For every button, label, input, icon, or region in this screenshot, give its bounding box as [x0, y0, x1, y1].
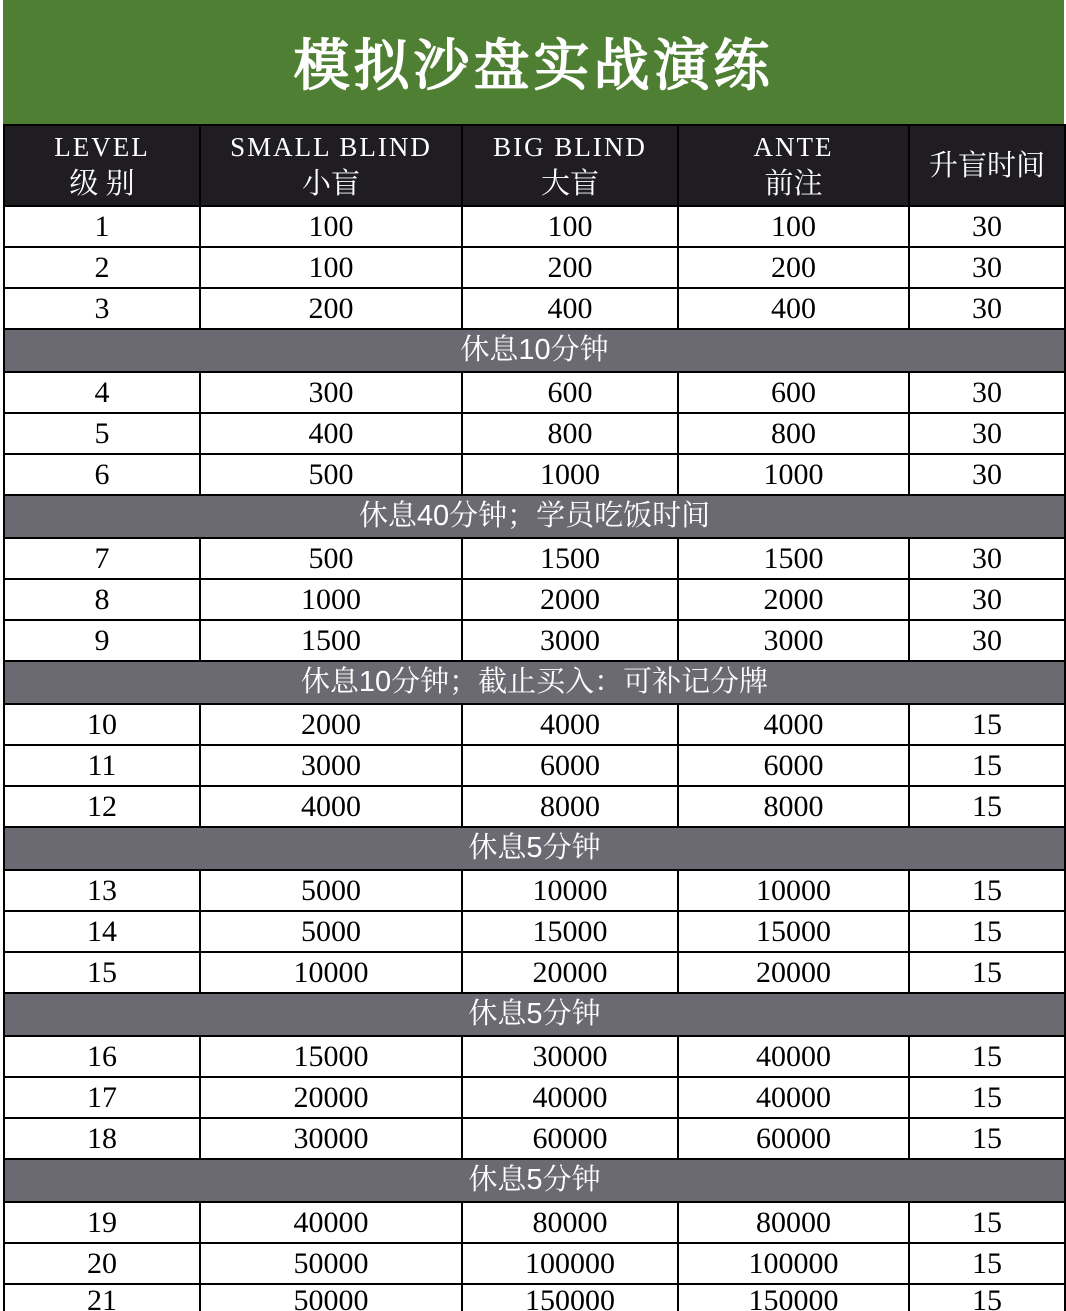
table-row [4, 745, 1065, 786]
cell-small-blind: 100 [200, 206, 462, 247]
cell-small-blind: 200 [200, 288, 462, 329]
cell-big-blind: 1500 [462, 538, 678, 579]
cell-ante: 100000 [678, 1243, 909, 1284]
cell-ante: 80000 [678, 1202, 909, 1243]
cell-level: 5 [4, 413, 200, 454]
cell-duration: 15 [909, 952, 1065, 993]
table-row [4, 372, 1065, 413]
col-header-big-blind-zh: 大盲 [540, 167, 599, 200]
cell-ante: 600 [678, 372, 909, 413]
col-header-big-blind [462, 125, 678, 206]
col-header-level-zh: 级 别 [69, 167, 135, 200]
col-header-big-blind-en: BIG BLIND [493, 131, 647, 162]
cell-duration: 15 [909, 1118, 1065, 1159]
cell-break-label: 休息5分钟 [4, 1159, 1065, 1202]
cell-big-blind: 1000 [462, 454, 678, 495]
table-header [4, 125, 1065, 206]
cell-level: 2 [4, 247, 200, 288]
blind-structure-table [3, 124, 1066, 1311]
cell-small-blind: 500 [200, 454, 462, 495]
cell-small-blind: 100 [200, 247, 462, 288]
col-header-ante [678, 125, 909, 206]
col-header-ante-zh: 前注 [764, 167, 823, 200]
cell-ante: 1000 [678, 454, 909, 495]
cell-duration: 30 [909, 538, 1065, 579]
cell-level: 12 [4, 786, 200, 827]
cell-level: 11 [4, 745, 200, 786]
cell-small-blind: 5000 [200, 911, 462, 952]
table-row [4, 538, 1065, 579]
col-header-small-blind [200, 125, 462, 206]
cell-duration: 15 [909, 1202, 1065, 1243]
table-row [4, 1036, 1065, 1077]
cell-duration: 30 [909, 247, 1065, 288]
cell-ante: 400 [678, 288, 909, 329]
cell-duration: 15 [909, 911, 1065, 952]
cell-big-blind: 15000 [462, 911, 678, 952]
cell-ante: 8000 [678, 786, 909, 827]
cell-duration: 15 [909, 1284, 1065, 1311]
cell-duration: 15 [909, 745, 1065, 786]
cell-level: 6 [4, 454, 200, 495]
cell-small-blind: 50000 [200, 1243, 462, 1284]
table-row [4, 911, 1065, 952]
cell-level: 3 [4, 288, 200, 329]
cell-big-blind: 2000 [462, 579, 678, 620]
cell-level: 16 [4, 1036, 200, 1077]
page-title: 模拟沙盘实战演练 [293, 34, 774, 97]
cell-duration: 30 [909, 454, 1065, 495]
col-header-duration [909, 125, 1065, 206]
cell-ante: 4000 [678, 704, 909, 745]
cell-ante: 40000 [678, 1077, 909, 1118]
cell-big-blind: 150000 [462, 1284, 678, 1311]
cell-duration: 30 [909, 620, 1065, 661]
cell-small-blind: 1000 [200, 579, 462, 620]
cell-ante: 3000 [678, 620, 909, 661]
cell-small-blind: 3000 [200, 745, 462, 786]
break-row [4, 827, 1065, 870]
table-row [4, 413, 1065, 454]
cell-break-label: 休息10分钟 [4, 329, 1065, 372]
cell-big-blind: 10000 [462, 870, 678, 911]
cell-big-blind: 100 [462, 206, 678, 247]
cell-small-blind: 1500 [200, 620, 462, 661]
cell-ante: 100 [678, 206, 909, 247]
cell-small-blind: 500 [200, 538, 462, 579]
table-row [4, 1243, 1065, 1284]
cell-ante: 2000 [678, 579, 909, 620]
cell-small-blind: 50000 [200, 1284, 462, 1311]
table-body [4, 206, 1065, 1311]
cell-big-blind: 100000 [462, 1243, 678, 1284]
cell-big-blind: 200 [462, 247, 678, 288]
cell-big-blind: 20000 [462, 952, 678, 993]
cell-ante: 10000 [678, 870, 909, 911]
cell-level: 15 [4, 952, 200, 993]
cell-big-blind: 80000 [462, 1202, 678, 1243]
break-row [4, 1159, 1065, 1202]
table-row [4, 704, 1065, 745]
cell-big-blind: 600 [462, 372, 678, 413]
cell-small-blind: 5000 [200, 870, 462, 911]
cell-big-blind: 30000 [462, 1036, 678, 1077]
cell-ante: 20000 [678, 952, 909, 993]
cell-level: 13 [4, 870, 200, 911]
table-row [4, 1202, 1065, 1243]
title-bar [3, 0, 1064, 124]
table-row [4, 1284, 1065, 1311]
cell-break-label: 休息40分钟；学员吃饭时间 [4, 495, 1065, 538]
cell-level: 18 [4, 1118, 200, 1159]
table-row [4, 288, 1065, 329]
cell-duration: 30 [909, 579, 1065, 620]
cell-big-blind: 3000 [462, 620, 678, 661]
cell-duration: 15 [909, 870, 1065, 911]
cell-duration: 15 [909, 1243, 1065, 1284]
col-header-level-en: LEVEL [54, 131, 150, 162]
col-header-duration-zh: 升盲时间 [928, 149, 1045, 182]
cell-big-blind: 800 [462, 413, 678, 454]
break-row [4, 661, 1065, 704]
cell-small-blind: 15000 [200, 1036, 462, 1077]
cell-ante: 200 [678, 247, 909, 288]
table-row [4, 579, 1065, 620]
cell-level: 21 [4, 1284, 200, 1311]
break-row [4, 495, 1065, 538]
cell-ante: 60000 [678, 1118, 909, 1159]
cell-ante: 15000 [678, 911, 909, 952]
cell-small-blind: 30000 [200, 1118, 462, 1159]
cell-ante: 150000 [678, 1284, 909, 1311]
cell-ante: 1500 [678, 538, 909, 579]
cell-big-blind: 6000 [462, 745, 678, 786]
table-row [4, 247, 1065, 288]
cell-level: 8 [4, 579, 200, 620]
cell-duration: 30 [909, 206, 1065, 247]
cell-small-blind: 4000 [200, 786, 462, 827]
cell-level: 10 [4, 704, 200, 745]
cell-duration: 30 [909, 288, 1065, 329]
cell-level: 7 [4, 538, 200, 579]
table-row [4, 952, 1065, 993]
cell-small-blind: 2000 [200, 704, 462, 745]
col-header-small-blind-zh: 小盲 [301, 167, 360, 200]
cell-small-blind: 300 [200, 372, 462, 413]
cell-ante: 40000 [678, 1036, 909, 1077]
table-row [4, 1118, 1065, 1159]
break-row [4, 993, 1065, 1036]
cell-duration: 15 [909, 1077, 1065, 1118]
col-header-level [4, 125, 200, 206]
cell-level: 17 [4, 1077, 200, 1118]
cell-break-label: 休息5分钟 [4, 993, 1065, 1036]
cell-duration: 30 [909, 413, 1065, 454]
cell-small-blind: 20000 [200, 1077, 462, 1118]
cell-big-blind: 60000 [462, 1118, 678, 1159]
break-row [4, 329, 1065, 372]
cell-duration: 30 [909, 372, 1065, 413]
table-row [4, 454, 1065, 495]
cell-duration: 15 [909, 1036, 1065, 1077]
cell-break-label: 休息10分钟；截止买入：可补记分牌 [4, 661, 1065, 704]
cell-level: 14 [4, 911, 200, 952]
cell-small-blind: 40000 [200, 1202, 462, 1243]
cell-break-label: 休息5分钟 [4, 827, 1065, 870]
cell-big-blind: 400 [462, 288, 678, 329]
header-row [4, 125, 1065, 206]
cell-big-blind: 4000 [462, 704, 678, 745]
cell-big-blind: 8000 [462, 786, 678, 827]
cell-level: 20 [4, 1243, 200, 1284]
col-header-ante-en: ANTE [753, 131, 834, 162]
table-row [4, 786, 1065, 827]
cell-small-blind: 400 [200, 413, 462, 454]
table-row [4, 206, 1065, 247]
table-row [4, 870, 1065, 911]
table-row [4, 620, 1065, 661]
col-header-small-blind-en: SMALL BLIND [230, 131, 432, 162]
cell-ante: 800 [678, 413, 909, 454]
cell-level: 9 [4, 620, 200, 661]
cell-duration: 15 [909, 704, 1065, 745]
cell-small-blind: 10000 [200, 952, 462, 993]
cell-big-blind: 40000 [462, 1077, 678, 1118]
cell-duration: 15 [909, 786, 1065, 827]
cell-ante: 6000 [678, 745, 909, 786]
cell-level: 19 [4, 1202, 200, 1243]
table-row [4, 1077, 1065, 1118]
cell-level: 1 [4, 206, 200, 247]
cell-level: 4 [4, 372, 200, 413]
